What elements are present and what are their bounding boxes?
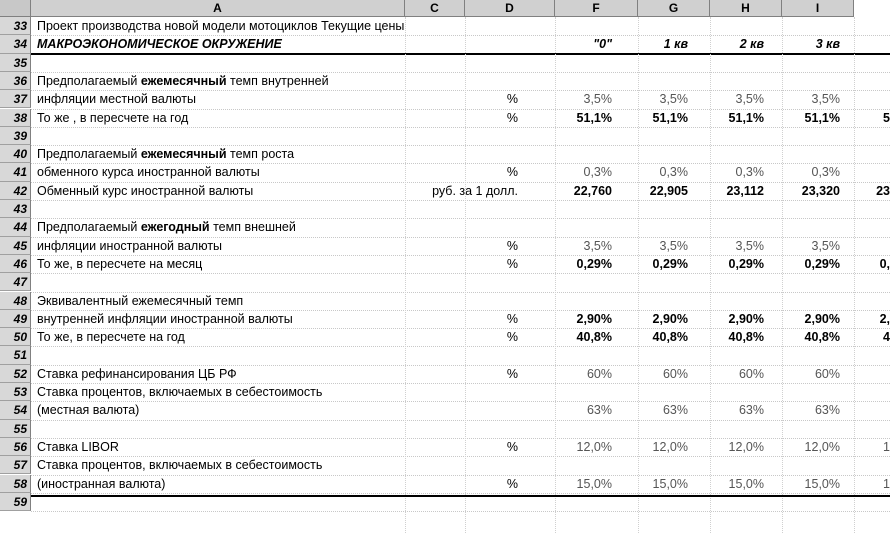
period-header-cell[interactable]: 1 кв	[663, 37, 688, 52]
value-cell[interactable]: 2,	[879, 311, 890, 326]
column-gridline	[782, 17, 783, 533]
value-cell[interactable]: 40,8%	[652, 330, 688, 345]
sheet-title-cell[interactable]: Проект производства новой модели мотоциклов Текущие цены	[37, 19, 405, 33]
row-header[interactable]: 37	[0, 90, 31, 108]
value-cell[interactable]: 1	[883, 476, 890, 491]
row-label-cell[interactable]	[37, 475, 165, 493]
value-cell[interactable]: 4	[883, 330, 890, 345]
row-header[interactable]: 45	[0, 237, 31, 255]
table-row	[31, 475, 890, 493]
section-header-cell[interactable]: МАКРОЭКОНОМИЧЕСКОЕ ОКРУЖЕНИЕ	[37, 37, 282, 52]
label-text: Обменный курс иностранной валюты	[37, 183, 254, 198]
table-row	[31, 109, 890, 127]
column-header-i[interactable]: I	[782, 0, 854, 17]
period-header-cell[interactable]: "0"	[593, 37, 612, 52]
label-text: Ставка процентов, включаемых в себестоимость	[37, 385, 323, 399]
table-row	[31, 401, 890, 419]
table-row	[31, 383, 890, 401]
label-text-tail: темп роста	[226, 147, 295, 162]
table-row	[31, 182, 890, 200]
label-text: обменного курса иностранной валюты	[37, 165, 260, 180]
value-cell[interactable]: 2,90%	[728, 311, 764, 326]
table-row	[31, 365, 890, 383]
row-header[interactable]: 56	[0, 438, 31, 456]
row-label-cell[interactable]	[37, 237, 222, 255]
table-bottom-border	[31, 495, 890, 497]
value-cell[interactable]: 60%	[662, 366, 688, 381]
row-header[interactable]: 52	[0, 365, 31, 383]
row-header[interactable]: 53	[0, 383, 31, 401]
value-cell[interactable]: 63%	[738, 403, 764, 418]
value-cell[interactable]: 23	[876, 183, 890, 198]
table-row	[31, 218, 890, 236]
label-text: То же, в пересчете на год	[37, 330, 185, 345]
value-cell[interactable]: 40,8%	[576, 330, 612, 345]
label-text-tail: темп внешней	[209, 220, 296, 235]
row-label-cell[interactable]	[37, 383, 322, 401]
label-text: (иностранная валюта)	[37, 476, 166, 491]
label-text: Ставка LIBOR	[37, 439, 119, 454]
row-header[interactable]: 35	[0, 54, 31, 72]
label-text: внутренней инфляции иностранной валюты	[37, 311, 293, 326]
label-text: То же, в пересчете на месяц	[37, 256, 203, 271]
row-label-cell[interactable]	[37, 328, 185, 346]
value-cell[interactable]: 15,0%	[728, 476, 764, 491]
value-cell[interactable]: 40,8%	[728, 330, 764, 345]
table-row	[31, 90, 890, 108]
value-cell[interactable]: 60%	[738, 366, 764, 381]
value-cell[interactable]: 1	[883, 439, 890, 454]
value-cell[interactable]: 3,5%	[735, 238, 764, 253]
column-header-f[interactable]: F	[555, 0, 638, 17]
table-row	[31, 255, 890, 273]
value-cell[interactable]: 23,112	[726, 183, 764, 198]
value-cell[interactable]: 3,5%	[583, 238, 612, 253]
value-cell[interactable]: 3,5%	[659, 238, 688, 253]
value-cell[interactable]: 0,29%	[576, 256, 612, 271]
column-gridline	[854, 17, 855, 533]
label-emphasis: ежегодный	[140, 220, 210, 235]
column-gridline	[555, 17, 556, 533]
value-cell[interactable]: 15,0%	[652, 476, 688, 491]
column-gridline	[638, 17, 639, 533]
column-gridline	[710, 17, 711, 533]
column-gridline	[465, 17, 466, 533]
table-row	[31, 456, 890, 474]
table-row	[31, 346, 890, 364]
value-cell[interactable]: 0,3%	[583, 165, 612, 180]
row-header[interactable]: 49	[0, 310, 31, 328]
value-cell[interactable]: 0,3%	[659, 165, 688, 180]
row-label-cell[interactable]	[37, 401, 139, 419]
value-cell[interactable]: 0,29%	[728, 256, 764, 271]
value-cell[interactable]: 3,5%	[811, 238, 840, 253]
value-cell[interactable]: 0,3%	[811, 165, 840, 180]
value-cell[interactable]: 12,0%	[804, 439, 840, 454]
period-header-cell[interactable]: 3 кв	[815, 37, 840, 52]
table-row	[31, 127, 890, 145]
column-header-d[interactable]: D	[465, 0, 555, 17]
row-label-cell[interactable]	[37, 456, 322, 474]
column-header-c[interactable]: C	[405, 0, 465, 17]
unit-cell[interactable]: %	[506, 311, 518, 326]
value-cell[interactable]: 3,5%	[659, 92, 688, 107]
unit-cell[interactable]: %	[506, 439, 518, 454]
row-label-cell[interactable]	[37, 163, 260, 181]
column-header-g[interactable]: G	[638, 0, 710, 17]
value-cell[interactable]: 23,320	[801, 183, 840, 198]
row-label-cell[interactable]	[37, 72, 329, 90]
value-cell[interactable]: 0,29%	[652, 256, 688, 271]
row-label-cell[interactable]	[37, 145, 294, 163]
unit-cell[interactable]: %	[506, 366, 518, 381]
value-cell[interactable]: 22,905	[649, 183, 688, 198]
table-row	[31, 292, 890, 310]
value-cell[interactable]: 0,29%	[804, 256, 840, 271]
label-text: Эквивалентный ежемесячный темп	[37, 293, 244, 308]
row-header[interactable]: 40	[0, 145, 31, 163]
row-header[interactable]: 47	[0, 273, 31, 291]
label-text: Предполагаемый	[37, 147, 141, 162]
value-cell[interactable]: 2,90%	[804, 311, 840, 326]
unit-cell[interactable]: %	[506, 476, 518, 491]
table-row	[31, 145, 890, 163]
row-header[interactable]: 50	[0, 328, 31, 346]
column-gridline	[405, 17, 406, 533]
column-header-a[interactable]: A	[31, 0, 405, 17]
table-row	[31, 438, 890, 456]
row-header[interactable]: 55	[0, 420, 31, 438]
table-row	[31, 328, 890, 346]
row-label-cell[interactable]	[37, 218, 296, 236]
table-row	[31, 273, 890, 291]
value-cell[interactable]: 51,1%	[804, 110, 840, 125]
row-label-cell[interactable]	[37, 310, 293, 328]
value-cell[interactable]: 2,90%	[652, 311, 688, 326]
column-header-h[interactable]: H	[710, 0, 782, 17]
value-cell[interactable]: 51,1%	[576, 110, 612, 125]
unit-cell[interactable]: %	[506, 330, 518, 345]
table-row	[31, 200, 890, 218]
row-header[interactable]: 51	[0, 346, 31, 364]
label-text: (местная валюта)	[37, 403, 140, 418]
table-row	[31, 420, 890, 438]
value-cell[interactable]: 60%	[814, 366, 840, 381]
table-row	[31, 310, 890, 328]
unit-cell[interactable]: %	[506, 256, 518, 271]
row-header[interactable]: 46	[0, 255, 31, 273]
value-cell[interactable]: 51,1%	[652, 110, 688, 125]
unit-cell[interactable]: %	[506, 110, 518, 125]
label-text: Ставка рефинансирования ЦБ РФ	[37, 366, 237, 381]
label-emphasis: ежемесячный	[140, 73, 227, 88]
value-cell[interactable]: 0,3%	[735, 165, 764, 180]
value-cell[interactable]: 60%	[586, 366, 612, 381]
label-text: То же , в пересчете на год	[37, 110, 189, 125]
value-cell[interactable]: 12,0%	[576, 439, 612, 454]
row-label-cell[interactable]	[37, 90, 196, 108]
row-header[interactable]: 42	[0, 182, 31, 200]
value-cell[interactable]: 15,0%	[804, 476, 840, 491]
value-cell[interactable]: 63%	[662, 403, 688, 418]
unit-cell[interactable]: руб. за 1 долл.	[432, 183, 518, 198]
table-row	[31, 35, 890, 53]
row-header[interactable]: 44	[0, 218, 31, 236]
table-row	[31, 17, 890, 35]
row-gridline	[31, 511, 890, 512]
table-row	[31, 54, 890, 72]
period-header-cell[interactable]: 2 кв	[739, 37, 764, 52]
label-text: Предполагаемый	[37, 220, 141, 235]
value-cell[interactable]: 63%	[586, 403, 612, 418]
row-label-cell[interactable]	[37, 109, 188, 127]
value-cell[interactable]: 3,5%	[583, 92, 612, 107]
value-cell[interactable]: 15,0%	[576, 476, 612, 491]
label-text: инфляции местной валюты	[37, 92, 196, 107]
unit-cell[interactable]: %	[506, 238, 518, 253]
value-cell[interactable]: 12,0%	[728, 439, 764, 454]
label-text: Ставка процентов, включаемых в себестоимость	[37, 458, 323, 473]
label-text: инфляции иностранной валюты	[37, 238, 223, 253]
row-header[interactable]: 57	[0, 456, 31, 474]
row-label-cell[interactable]	[37, 292, 243, 310]
value-cell[interactable]: 2,90%	[576, 311, 612, 326]
value-cell[interactable]: 40,8%	[804, 330, 840, 345]
value-cell[interactable]: 22,760	[573, 183, 612, 198]
row-header[interactable]: 33	[0, 17, 31, 35]
unit-cell[interactable]: %	[506, 165, 518, 180]
label-text: Предполагаемый	[37, 73, 141, 88]
row-label-cell[interactable]	[37, 365, 237, 383]
table-row	[31, 72, 890, 90]
row-header[interactable]: 41	[0, 163, 31, 181]
row-header[interactable]: 54	[0, 401, 31, 419]
value-cell[interactable]: 0,	[879, 256, 890, 271]
row-label-cell[interactable]	[37, 182, 253, 200]
row-header[interactable]: 38	[0, 109, 31, 127]
row-header[interactable]: 58	[0, 475, 31, 493]
row-header[interactable]: 43	[0, 200, 31, 218]
value-cell[interactable]: 51,1%	[728, 110, 764, 125]
row-label-cell[interactable]	[37, 438, 119, 456]
select-all-corner[interactable]	[0, 0, 31, 17]
value-cell[interactable]: 12,0%	[652, 439, 688, 454]
unit-cell[interactable]: %	[506, 92, 518, 107]
row-header[interactable]: 36	[0, 72, 31, 90]
value-cell[interactable]: 3,5%	[735, 92, 764, 107]
table-row	[31, 237, 890, 255]
row-header[interactable]: 59	[0, 493, 31, 511]
label-text-tail: темп внутренней	[226, 73, 329, 88]
value-cell[interactable]: 63%	[814, 403, 840, 418]
label-emphasis: ежемесячный	[140, 147, 227, 162]
row-label-cell[interactable]	[37, 255, 202, 273]
row-header[interactable]: 34	[0, 35, 31, 53]
row-header[interactable]: 39	[0, 127, 31, 145]
value-cell[interactable]: 5	[883, 110, 890, 125]
value-cell[interactable]: 3,5%	[811, 92, 840, 107]
row-header[interactable]: 48	[0, 292, 31, 310]
table-row	[31, 163, 890, 181]
